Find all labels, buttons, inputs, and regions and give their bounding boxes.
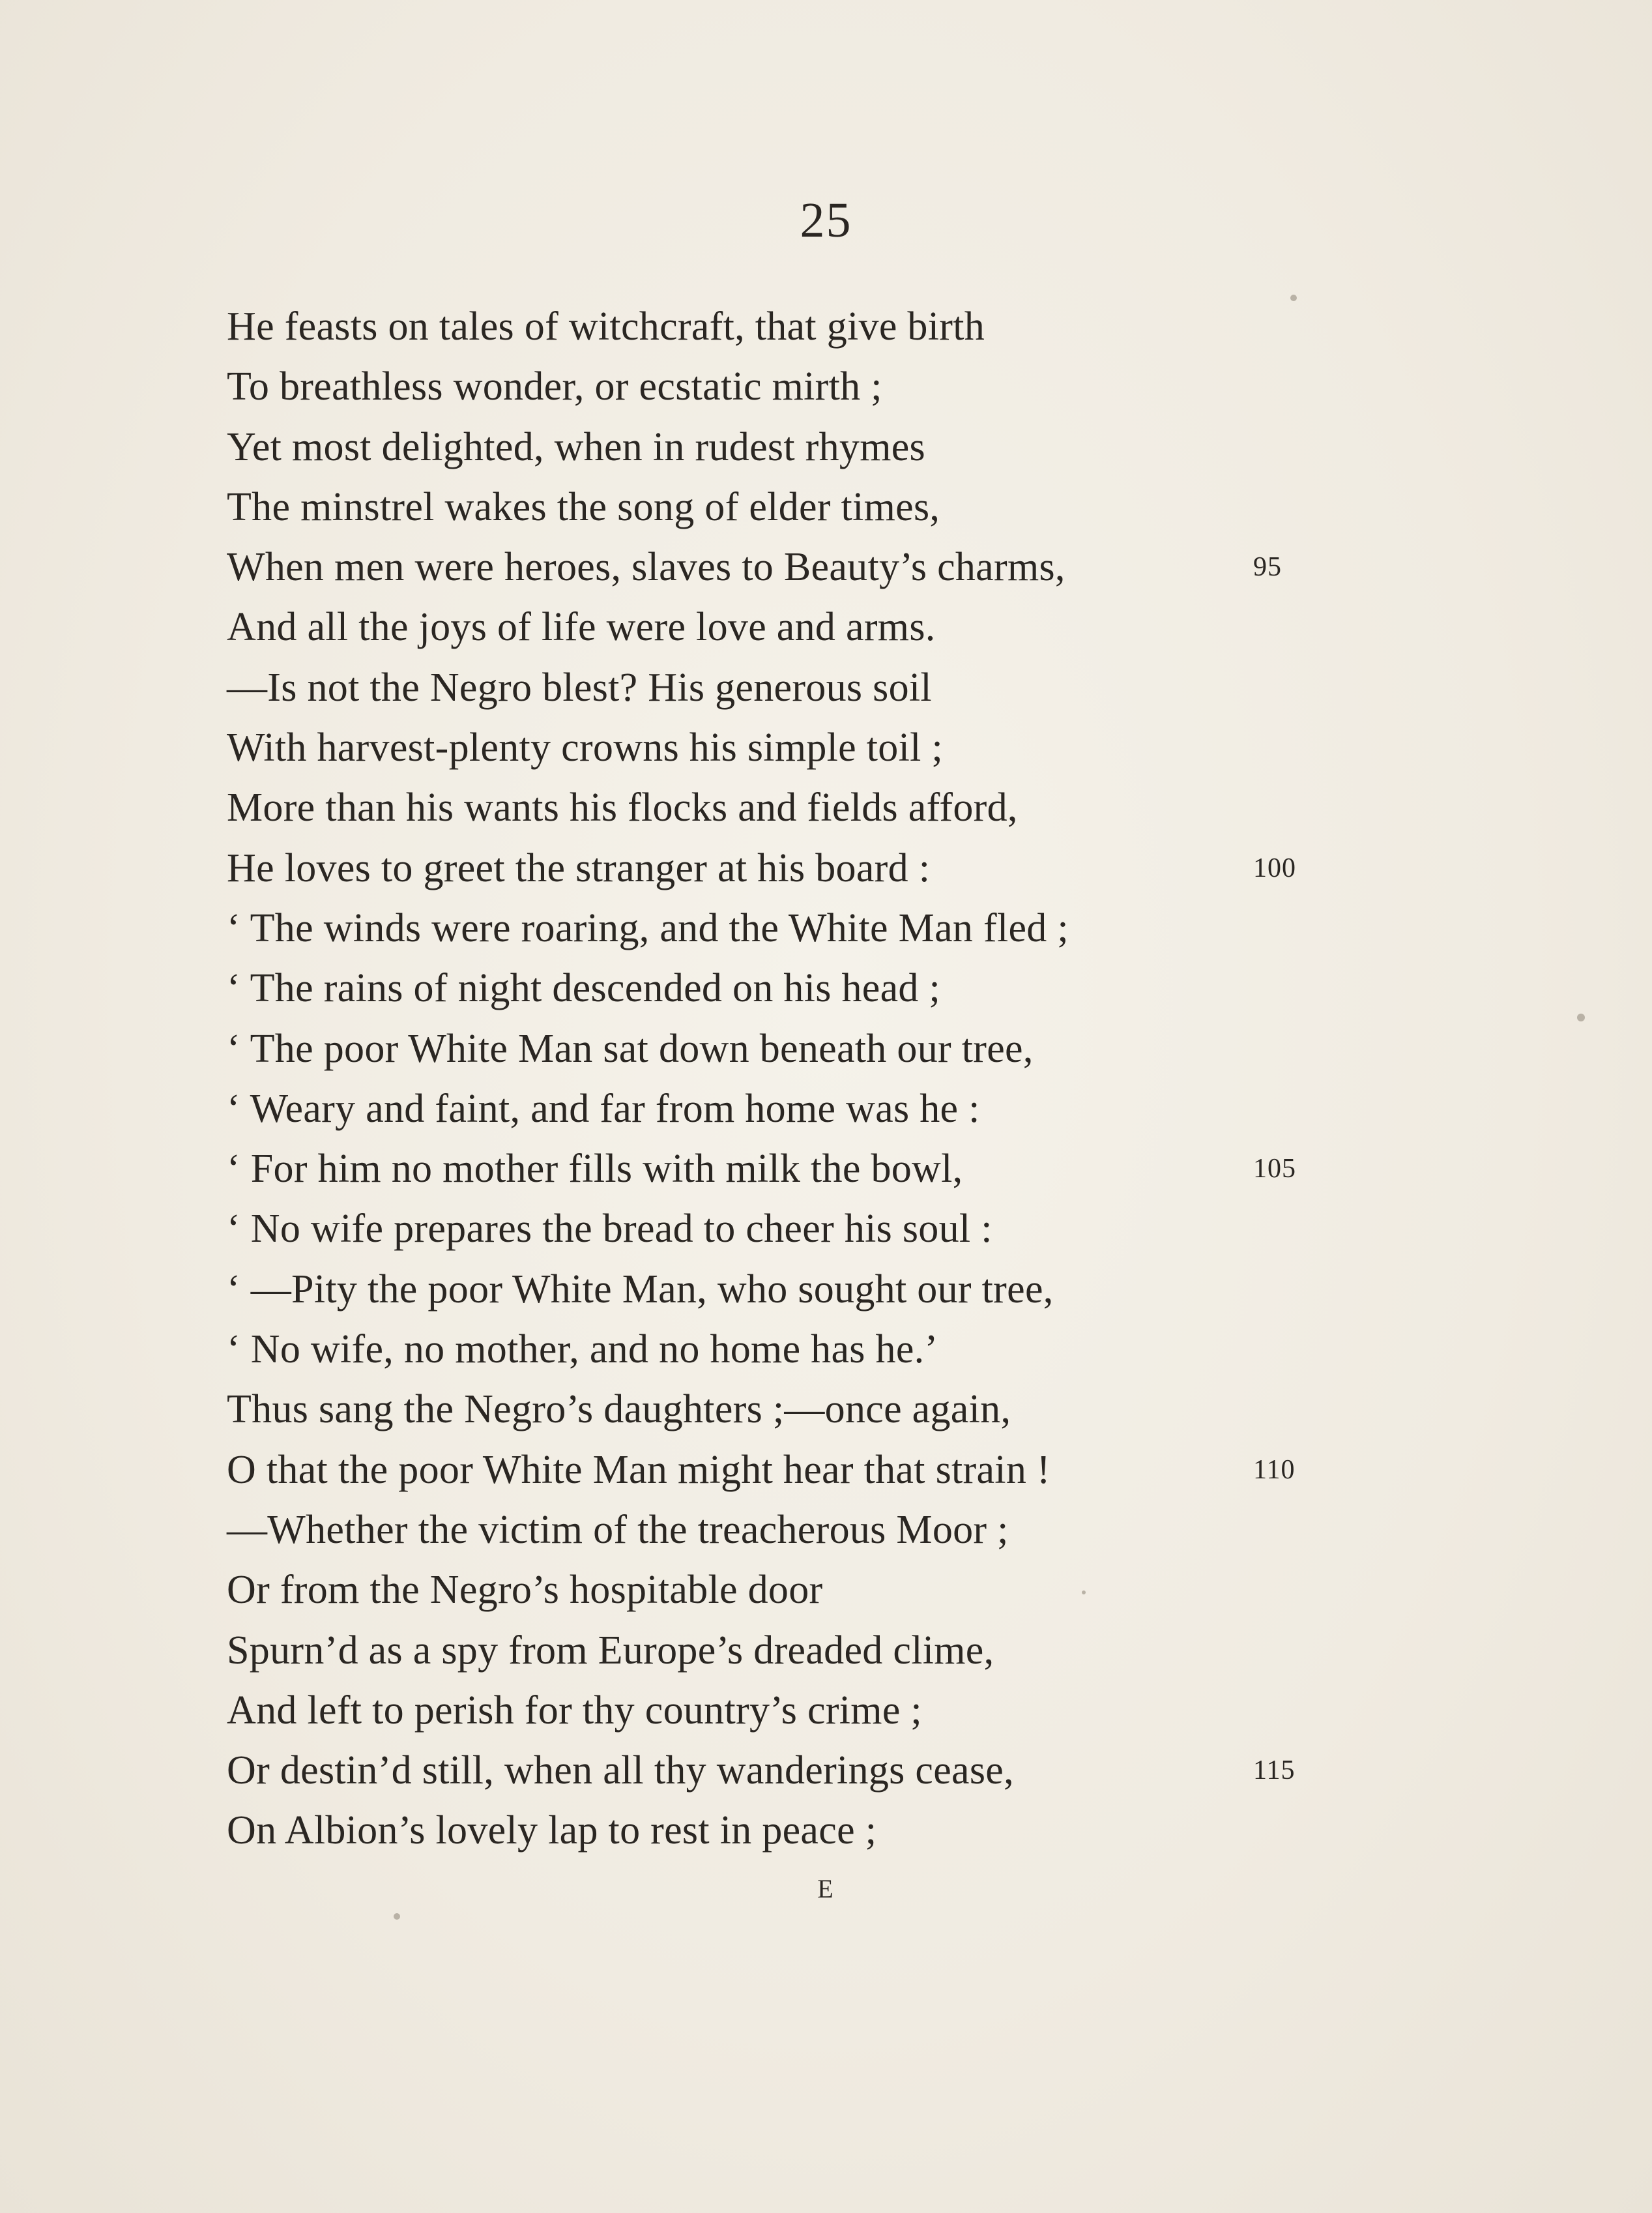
line-number: 110	[1253, 1454, 1296, 1485]
verse-line	[227, 357, 1335, 417]
paper-speck	[394, 1913, 400, 1920]
verse-text: And left to perish for thy country’s crime ;	[227, 1688, 922, 1733]
poem-text	[227, 297, 1335, 1861]
verse-line	[227, 958, 1335, 1018]
verse-line	[227, 597, 1335, 657]
line-number: 105	[1253, 1154, 1296, 1184]
paper-speck	[1082, 1590, 1086, 1594]
verse-text: —Whether the victim of the treacherous Moor ;	[227, 1507, 1009, 1552]
verse-line	[227, 1019, 1335, 1079]
verse-text: ‘ For him no mother fills with milk the bowl,	[227, 1147, 963, 1192]
verse-line	[227, 1139, 1335, 1199]
verse-text: ‘ The poor White Man sat down beneath our tree,	[227, 1026, 1034, 1071]
verse-text: Or from the Negro’s hospitable door	[227, 1568, 823, 1613]
verse-text: ‘ No wife, no mother, and no home has he.’	[227, 1327, 938, 1372]
verse-text: Yet most delighted, when in rudest rhymes	[227, 424, 925, 469]
verse-line	[227, 1259, 1335, 1319]
verse-line	[227, 1560, 1335, 1620]
verse-line	[227, 658, 1335, 718]
verse-text: Spurn’d as a spy from Europe’s dreaded clime,	[227, 1628, 994, 1673]
verse-line	[227, 1079, 1335, 1139]
page-number: 25	[800, 193, 852, 248]
verse-text: With harvest-plenty crowns his simple toil ;	[227, 725, 943, 770]
verse-text: He loves to greet the stranger at his board :	[227, 845, 931, 890]
verse-line	[227, 838, 1335, 898]
verse-line	[227, 1740, 1335, 1800]
paper-speck	[1577, 1014, 1585, 1021]
verse-line	[227, 718, 1335, 778]
verse-text: To breathless wonder, or ecstatic mirth ;	[227, 364, 882, 409]
verse-text: ‘ The rains of night descended on his head ;	[227, 966, 941, 1011]
verse-text: The minstrel wakes the song of elder times,	[227, 484, 940, 529]
verse-line	[227, 537, 1335, 597]
verse-text: ‘ The winds were roaring, and the White Man fled ;	[227, 905, 1069, 950]
verse-text: On Albion’s lovely lap to rest in peace ;	[227, 1808, 877, 1853]
verse-text: —Is not the Negro blest? His generous soil	[227, 665, 932, 710]
verse-text: O that the poor White Man might hear that strain !	[227, 1447, 1051, 1492]
verse-line	[227, 1379, 1335, 1439]
verse-line	[227, 898, 1335, 958]
line-number: 115	[1253, 1755, 1296, 1786]
verse-line	[227, 1440, 1335, 1500]
verse-line	[227, 1199, 1335, 1259]
verse-text: ‘ —Pity the poor White Man, who sought our tree,	[227, 1267, 1054, 1312]
verse-text: He feasts on tales of witchcraft, that give birth	[227, 304, 985, 349]
verse-text: More than his wants his flocks and fields afford,	[227, 785, 1018, 830]
verse-text: ‘ No wife prepares the bread to cheer his soul :	[227, 1207, 993, 1252]
line-number: 95	[1253, 552, 1282, 583]
paper-speck	[1290, 295, 1297, 301]
verse-line	[227, 477, 1335, 537]
verse-line	[227, 417, 1335, 477]
verse-line	[227, 1500, 1335, 1560]
verse-line	[227, 1680, 1335, 1740]
verse-text: Or destin’d still, when all thy wanderings cease,	[227, 1748, 1014, 1793]
verse-text: When men were heroes, slaves to Beauty’s charms,	[227, 545, 1065, 590]
line-number: 100	[1253, 853, 1296, 883]
verse-text: Thus sang the Negro’s daughters ;—once again,	[227, 1387, 1011, 1432]
verse-text: ‘ Weary and faint, and far from home was he :	[227, 1086, 980, 1131]
verse-line	[227, 1620, 1335, 1680]
verse-line	[227, 778, 1335, 838]
verse-line	[227, 1319, 1335, 1379]
verse-line	[227, 1800, 1335, 1860]
verse-text: And all the joys of life were love and arms.	[227, 605, 936, 650]
verse-line	[227, 297, 1335, 357]
signature-mark: E	[817, 1874, 835, 1903]
